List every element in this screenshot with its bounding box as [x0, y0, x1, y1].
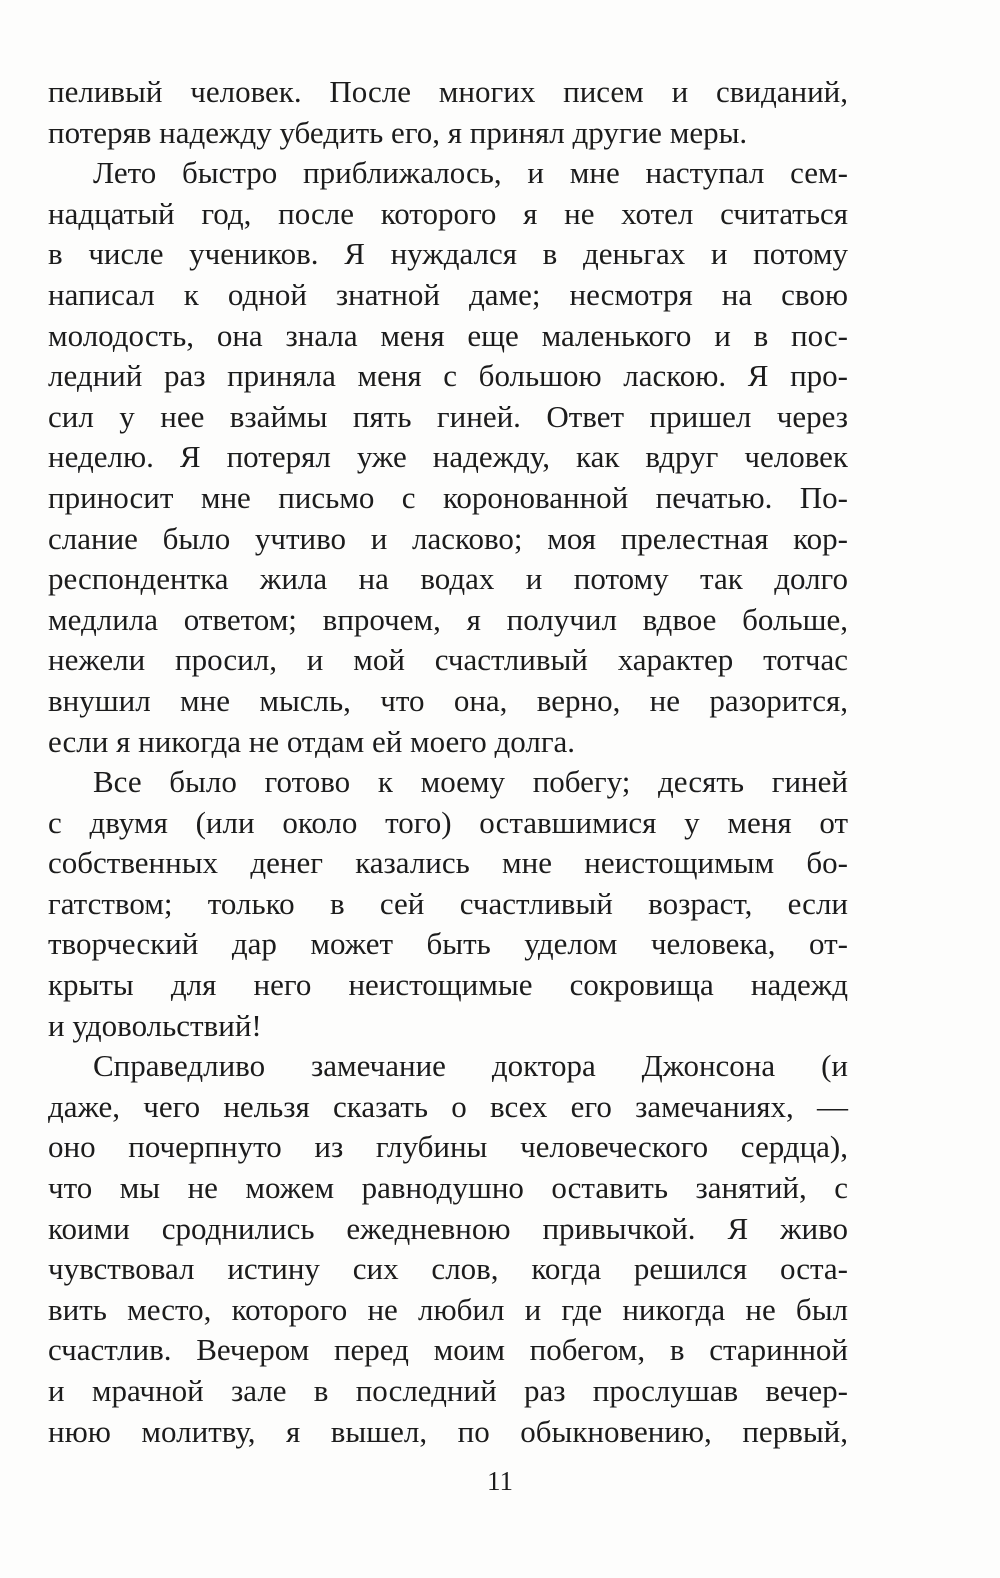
text-line: коими сроднились ежедневною привычкой. Я живо [48, 1210, 848, 1246]
text-line: счастлив. Вечером перед моим побегом, в старинной [48, 1332, 848, 1368]
text-line: медлила ответом; впрочем, я получил вдвое больше, [48, 601, 848, 637]
paragraph-first-line: Справедливо замечание доктора Джонсона (и [93, 1048, 848, 1084]
text-line: даже, чего нельзя сказать о всех его замечаниях, — [48, 1088, 848, 1124]
text-line: и мрачной зале в последний раз прослушав вечер- [48, 1373, 848, 1408]
text-line: творческий дар может быть уделом человека, от- [48, 926, 848, 962]
text-line: нежели просил, и мой счастливый характер тотчас [48, 642, 848, 678]
text-line: гатством; только в сей счастливый возраст, если [48, 885, 848, 921]
page-number: 11 [487, 1466, 513, 1496]
text-line: ледний раз приняла меня с большою ласкою. Я про- [48, 358, 848, 394]
text-line: респондентка жила на водах и потому так долго [48, 561, 848, 597]
text-line: с двумя (или около того) оставшимися у меня от [48, 804, 848, 840]
text-line: неделю. Я потерял уже надежду, как вдруг человек [48, 439, 848, 475]
text-line: надцатый год, после которого я не хотел считаться [48, 195, 848, 231]
text-line: пеливый человек. После многих писем и свиданий, [48, 74, 848, 109]
text-line: крыты для него неистощимые сокровища надежд [48, 967, 848, 1003]
text-line: собственных денег казались мне неистощимым бо- [48, 845, 848, 881]
text-line: сил у нее взаймы пять гиней. Ответ пришел через [48, 398, 848, 434]
text-line: и удовольствий! [48, 1007, 262, 1043]
body-text [48, 72, 848, 1452]
text-line: что мы не можем равнодушно оставить занятий, с [48, 1170, 848, 1206]
text-line: внушил мне мысль, что она, верно, не разорится, [48, 682, 848, 718]
text-line: потеряв надежду убедить его, я принял другие меры. [48, 114, 748, 150]
text-line: вить место, которого не любил и где никогда не был [48, 1291, 848, 1327]
text-line: молодость, она знала меня еще маленького и в пос- [48, 317, 848, 353]
text-line: чувствовал истину сих слов, когда решился оста- [48, 1251, 848, 1287]
text-line: слание было учтиво и ласково; моя прелестная кор- [48, 520, 848, 556]
paragraph-first-line: Все было готово к моему побегу; десять гиней [93, 764, 848, 800]
paragraph-first-line: Лето быстро приближалось, и мне наступал сем- [93, 155, 848, 191]
text-line: написал к одной знатной даме; несмотря на свою [48, 276, 848, 312]
text-line: если я никогда не отдам ей моего долга. [48, 723, 576, 759]
text-line: нюю молитву, я вышел, по обыкновению, первый, [48, 1413, 848, 1449]
text-line: в числе учеников. Я нуждался в деньгах и потому [48, 236, 848, 272]
text-line: приносит мне письмо с коронованной печатью. По- [48, 479, 848, 515]
text-line: оно почерпнуто из глубины человеческого сердца), [48, 1129, 848, 1165]
